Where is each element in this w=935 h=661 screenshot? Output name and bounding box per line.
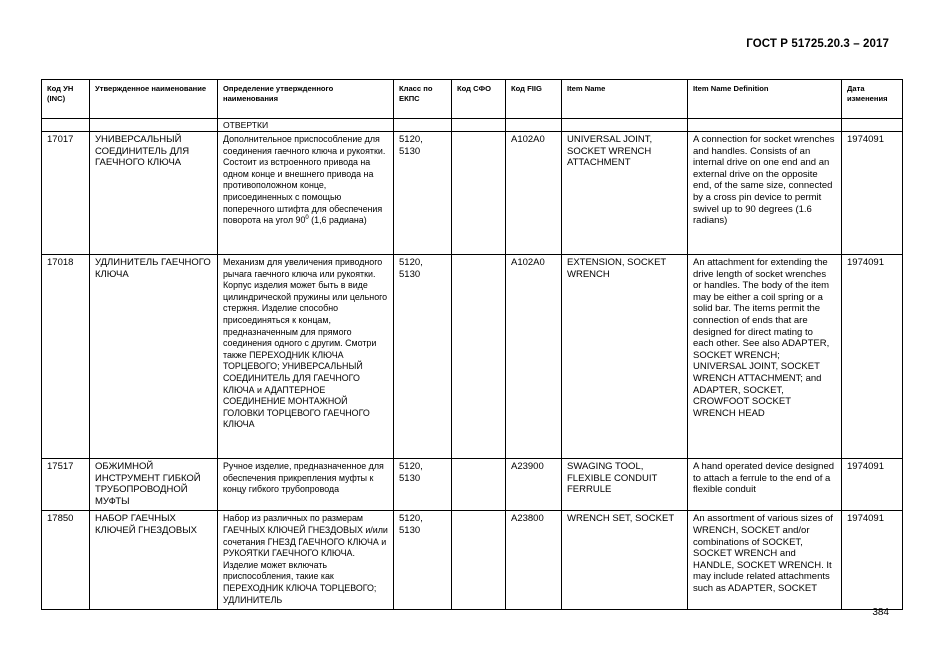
cell-date: 1974091 — [842, 255, 903, 459]
cell-item-definition: An attachment for extending the drive length of socket wrenches or handles. The body of the item may be either a coil spring or a solid bar. The items permit the connection of ends that are designed for direct mating to each other. See also ADAPTER, SOCKET WRENCH; UNIVERSAL JOINT, SOCKET WRENCH ATTACHMENT; and ADAPTER, SOCKET, CROWFOOT SOCKET WRENCH HEAD — [688, 255, 842, 459]
col-header-fiig: Код FIIG — [506, 80, 562, 119]
cell-name: УДЛИНИТЕЛЬ ГАЕЧНОГО КЛЮЧА — [90, 255, 218, 459]
cell-item-definition: A connection for socket wrenches and handles. Consists of an internal drive on one end and an external drive on the opposite end, of the same size, connected by a cross pin device to permit swivel up to 90 degrees (1.6 radians) — [688, 132, 842, 255]
col-header-code: Код УН (INC) — [42, 80, 90, 119]
cell-definition: Ручное изделие, предназначенное для обеспечения прикрепления муфты к концу гибкого трубопровода — [218, 459, 394, 511]
col-header-definition: Определение утвержденного наименования — [218, 80, 394, 119]
section-label: ОТВЕРТКИ — [218, 119, 394, 132]
cell-date: 1974091 — [842, 459, 903, 511]
cell-ekps: 5120, 5130 — [394, 255, 452, 459]
cell-code: 17517 — [42, 459, 90, 511]
cell-name: НАБОР ГАЕЧНЫХ КЛЮЧЕЙ ГНЕЗДОВЫХ — [90, 511, 218, 610]
cell-item-name: EXTENSION, SOCKET WRENCH — [562, 255, 688, 459]
section-row — [42, 119, 903, 132]
table-row — [42, 459, 903, 511]
cell-ekps: 5120, 5130 — [394, 132, 452, 255]
table-row — [42, 132, 903, 255]
cell-sfo — [452, 255, 506, 459]
cell-definition: Механизм для увеличения приводного рычага гаечного ключа или рукоятки. Корпус изделия может быть в виде цилиндрической пружины или цельного стержня. Изделие способно присоединяться к концам, предназначенным для прямого соединения одного с другим. Смотри также ПЕРЕХОДНИК КЛЮЧА ТОРЦЕВОГО; УНИВЕРСАЛЬНЫЙ СОЕДИНИТЕЛЬ ДЛЯ ГАЕЧНОГО КЛЮЧА и АДАПТЕРНОЕ СОЕДИНЕНИЕ МОНТАЖНОЙ ГОЛОВКИ ТОРЦЕВОГО ГАЕЧНОГО КЛЮЧА — [218, 255, 394, 459]
cell-definition: Набор из различных по размерам ГАЕЧНЫХ КЛЮЧЕЙ ГНЕЗДОВЫХ и/или сочетания ГНЕЗД ГАЕЧНОГО КЛЮЧА и РУКОЯТКИ ГАЕЧНОГО КЛЮЧА. Изделие может включать приспособления, такие как ПЕРЕХОДНИК КЛЮЧА ТОРЦЕВОГО; УДЛИНИТЕЛЬ — [218, 511, 394, 610]
cell-sfo — [452, 459, 506, 511]
cell-item-name: SWAGING TOOL, FLEXIBLE CONDUIT FERRULE — [562, 459, 688, 511]
cell-ekps: 5120, 5130 — [394, 459, 452, 511]
cell-fiig: A23900 — [506, 459, 562, 511]
cell-date: 1974091 — [842, 511, 903, 610]
cell-sfo — [452, 132, 506, 255]
col-header-item-definition: Item Name Definition — [688, 80, 842, 119]
catalog-table — [41, 79, 903, 610]
col-header-sfo: Код СФО — [452, 80, 506, 119]
cell-date: 1974091 — [842, 132, 903, 255]
cell-name: ОБЖИМНОЙ ИНСТРУМЕНТ ГИБКОЙ ТРУБОПРОВОДНОЙ МУФТЫ — [90, 459, 218, 511]
cell-code: 17017 — [42, 132, 90, 255]
col-header-date: Дата изменения — [842, 80, 903, 119]
cell-code: 17018 — [42, 255, 90, 459]
document-header: ГОСТ Р 51725.20.3 – 2017 — [746, 38, 889, 50]
cell-item-name: WRENCH SET, SOCKET — [562, 511, 688, 610]
cell-fiig: A102A0 — [506, 255, 562, 459]
table-row — [42, 511, 903, 610]
cell-code: 17850 — [42, 511, 90, 610]
cell-item-definition: An assortment of various sizes of WRENCH, SOCKET and/or combinations of SOCKET, SOCKET WRENCH and HANDLE, SOCKET WRENCH. It may include related attachments such as ADAPTER, SOCKET — [688, 511, 842, 610]
col-header-ekps: Класс по ЕКПС — [394, 80, 452, 119]
cell-fiig: A23800 — [506, 511, 562, 610]
page-number: 384 — [872, 607, 889, 618]
cell-item-definition: A hand operated device designed to attach a ferrule to the end of a flexible conduit — [688, 459, 842, 511]
cell-ekps: 5120, 5130 — [394, 511, 452, 610]
col-header-item-name: Item Name — [562, 80, 688, 119]
cell-item-name: UNIVERSAL JOINT, SOCKET WRENCH ATTACHMENT — [562, 132, 688, 255]
col-header-name: Утвержденное наименование — [90, 80, 218, 119]
table-row — [42, 255, 903, 459]
cell-sfo — [452, 511, 506, 610]
cell-fiig: A102A0 — [506, 132, 562, 255]
table-header-row — [42, 80, 903, 119]
cell-name: УНИВЕРСАЛЬНЫЙ СОЕДИНИТЕЛЬ ДЛЯ ГАЕЧНОГО КЛЮЧА — [90, 132, 218, 255]
cell-definition: Дополнительное приспособление для соединения гаечного ключа и рукоятки. Состоит из встроенного привода на одном конце и внешнего привода на противоположном конце, присоединенных с помощью поперечного штифта для обеспечения поворота на угол $90^0$ (1,6 радиана) — [218, 132, 394, 255]
